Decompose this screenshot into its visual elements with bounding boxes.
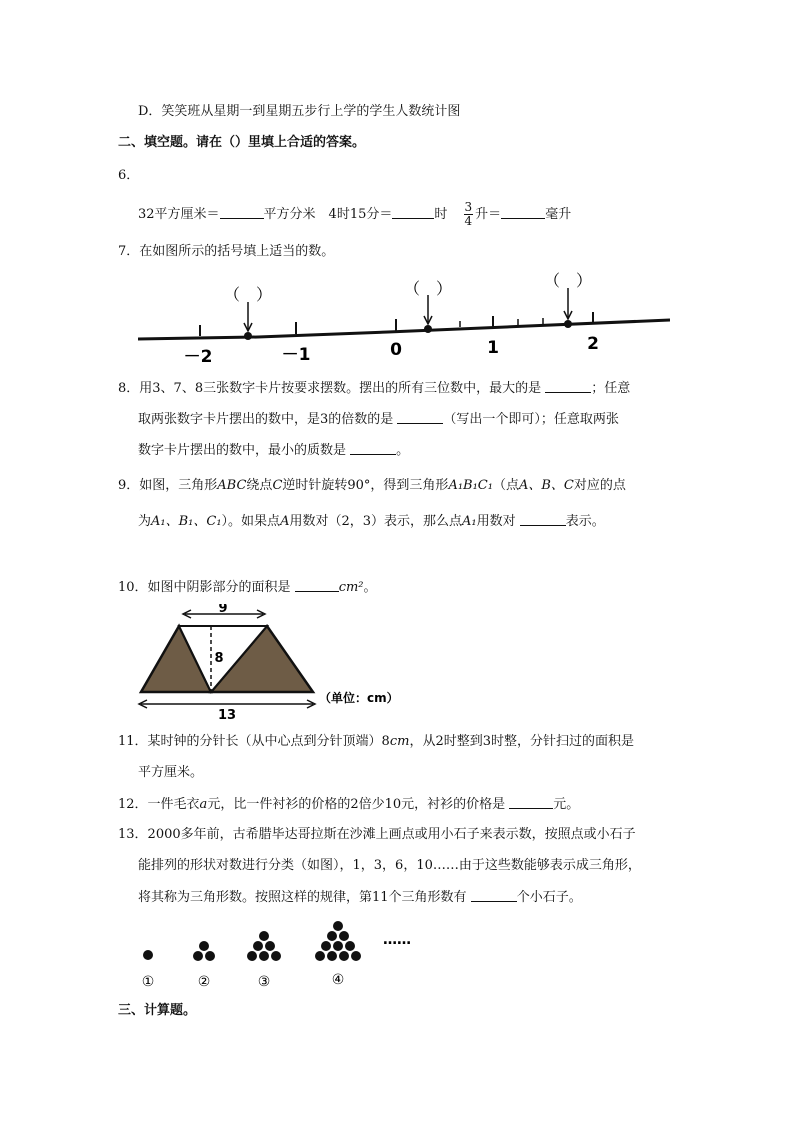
number-line-figure xyxy=(138,268,670,368)
q13-text: 个小石子。 xyxy=(516,890,582,905)
dimension-label-bottom: 13 xyxy=(217,708,237,723)
answer-blank[interactable] xyxy=(509,795,553,809)
section-2-heading: 二、填空题。请在（）里填上合适的答案。 xyxy=(118,135,366,150)
q9-var: A、B、C xyxy=(518,478,574,493)
answer-paren[interactable]: （ ） xyxy=(223,285,273,304)
q8-text: 。 xyxy=(396,443,410,458)
q9-line-1 xyxy=(118,477,626,495)
q8-text: 取两张数字卡片摆出的数中，是3的倍数的是 xyxy=(138,412,394,427)
fraction xyxy=(464,201,474,228)
q11-text: ，从2时整到3时整，分针扫过的面积是 xyxy=(409,734,634,749)
unit-label: cm xyxy=(389,734,410,749)
q6-part-e: 毫升 xyxy=(545,207,572,222)
triangular-numbers-figure xyxy=(138,912,418,994)
answer-blank[interactable] xyxy=(392,205,434,219)
q6-number: 6． xyxy=(118,168,140,183)
q9-var: A xyxy=(280,514,290,529)
q10-text-part: 。 xyxy=(363,580,377,595)
q11-line-1 xyxy=(118,733,634,751)
point-marker xyxy=(564,320,572,328)
q7-text: 7．在如图所示的括号填上适当的数。 xyxy=(118,244,335,259)
pattern-label: ② xyxy=(197,974,211,990)
q9-text: 为 xyxy=(138,514,152,529)
q11-text: 11．某时钟的分针长（从中心点到分针顶端）8 xyxy=(118,734,390,749)
fraction-numerator: 3 xyxy=(464,200,473,214)
q12-text-part: 元。 xyxy=(553,797,580,812)
q9-text: 9．如图，三角形 xyxy=(118,478,218,493)
q13-line-1: 13．2000多年前，古希腊毕达哥拉斯在沙滩上画点或用小石子来表示数，按照点或小石子 xyxy=(118,827,636,842)
q9-text: 用数对 xyxy=(476,514,516,529)
q13-text: 将其称为三角形数。按照这样的规律，第11个三角形数有 xyxy=(138,890,467,905)
q13-line-3 xyxy=(138,888,582,907)
q8-line-2 xyxy=(138,410,619,429)
answer-blank[interactable] xyxy=(397,410,443,424)
tick-label: －1 xyxy=(281,345,311,365)
q6-part-c: 时 xyxy=(434,207,448,222)
q6-part-a: 32平方厘米＝ xyxy=(138,207,220,222)
q13-line-2: 能排列的形状对数进行分类（如图），1，3，6，10……由于这些数能够表示成三角形， xyxy=(138,858,641,873)
q9-text: 逆时针旋转90°，得到三角形 xyxy=(282,478,449,493)
q12-text-part: 12．一件毛衣 xyxy=(118,797,200,812)
q9-text: 绕点 xyxy=(246,478,273,493)
q11-line-2: 平方厘米。 xyxy=(138,765,204,780)
answer-blank[interactable] xyxy=(295,578,339,592)
q8-text: 数字卡片摆出的数中，最小的质数是 xyxy=(138,443,347,458)
q6-body xyxy=(138,201,571,228)
dimension-label-height: 8 xyxy=(214,651,224,666)
pattern-label: ① xyxy=(141,974,155,990)
q9-text: 对应的点 xyxy=(573,478,626,493)
q8-text: （写出一个即可）；任意取两张 xyxy=(443,412,619,427)
answer-blank[interactable] xyxy=(545,379,591,393)
answer-blank[interactable] xyxy=(471,888,517,902)
tick-label: 1 xyxy=(487,338,499,358)
q8-line-3 xyxy=(138,441,409,460)
q9-var: ABC xyxy=(217,478,247,493)
answer-blank[interactable] xyxy=(220,205,264,219)
q10-text xyxy=(118,578,377,597)
q9-text: 用数对（2，3）表示，那么点 xyxy=(289,514,462,529)
point-marker xyxy=(244,332,252,340)
dimension-label-top: 9 xyxy=(218,604,228,616)
q6-part-d: 升＝ xyxy=(475,207,502,222)
option-d: D．笑笑班从星期一到星期五步行上学的学生人数统计图 xyxy=(138,104,461,119)
unit-note: （单位：cm） xyxy=(319,691,399,705)
answer-blank[interactable] xyxy=(520,512,566,526)
pattern-2 xyxy=(193,941,215,961)
q12-var: a xyxy=(199,797,208,812)
answer-blank[interactable] xyxy=(350,441,396,455)
tick-label: 2 xyxy=(587,334,599,354)
q8-text: ；任意 xyxy=(591,381,631,396)
tick-label: 0 xyxy=(390,340,402,360)
q9-var: A₁B₁C₁ xyxy=(448,478,493,493)
q8-text: 8．用3、7、8三张数字卡片按要求摆数。摆出的所有三位数中，最大的是 xyxy=(118,381,542,396)
q9-line-2 xyxy=(138,512,605,531)
q8-line-1 xyxy=(118,379,630,398)
ellipsis: …… xyxy=(383,932,411,948)
answer-blank[interactable] xyxy=(501,205,545,219)
q12-text-part: 元，比一件衬衫的价格的2倍少10元，衬衫的价格是 xyxy=(207,797,506,812)
shaded-area-figure xyxy=(137,604,407,724)
answer-paren[interactable]: （ ） xyxy=(403,279,453,298)
pattern-4 xyxy=(315,921,361,961)
fraction-denominator: 4 xyxy=(464,214,473,228)
q12-text xyxy=(118,795,579,814)
q9-var: A₁ xyxy=(462,514,477,529)
section-3-heading: 三、计算题。 xyxy=(118,1003,197,1018)
q10-text-part: 10．如图中阴影部分的面积是 xyxy=(118,580,291,595)
pattern-3 xyxy=(247,931,281,961)
q6-part-b: 平方分米 4时15分＝ xyxy=(263,207,393,222)
point-marker xyxy=(424,325,432,333)
q9-var: A₁、B₁、C₁ xyxy=(151,514,222,529)
q9-text: 表示。 xyxy=(565,514,605,529)
pattern-1 xyxy=(143,950,153,960)
unit-label: cm² xyxy=(338,580,364,595)
answer-paren[interactable]: （ ） xyxy=(543,271,593,290)
q9-text: （点 xyxy=(492,478,519,493)
q9-var: C xyxy=(272,478,283,493)
q9-text: ）。如果点 xyxy=(221,514,281,529)
pattern-label: ④ xyxy=(331,972,345,988)
tick-label: －2 xyxy=(183,347,213,367)
pattern-label: ③ xyxy=(257,974,271,990)
